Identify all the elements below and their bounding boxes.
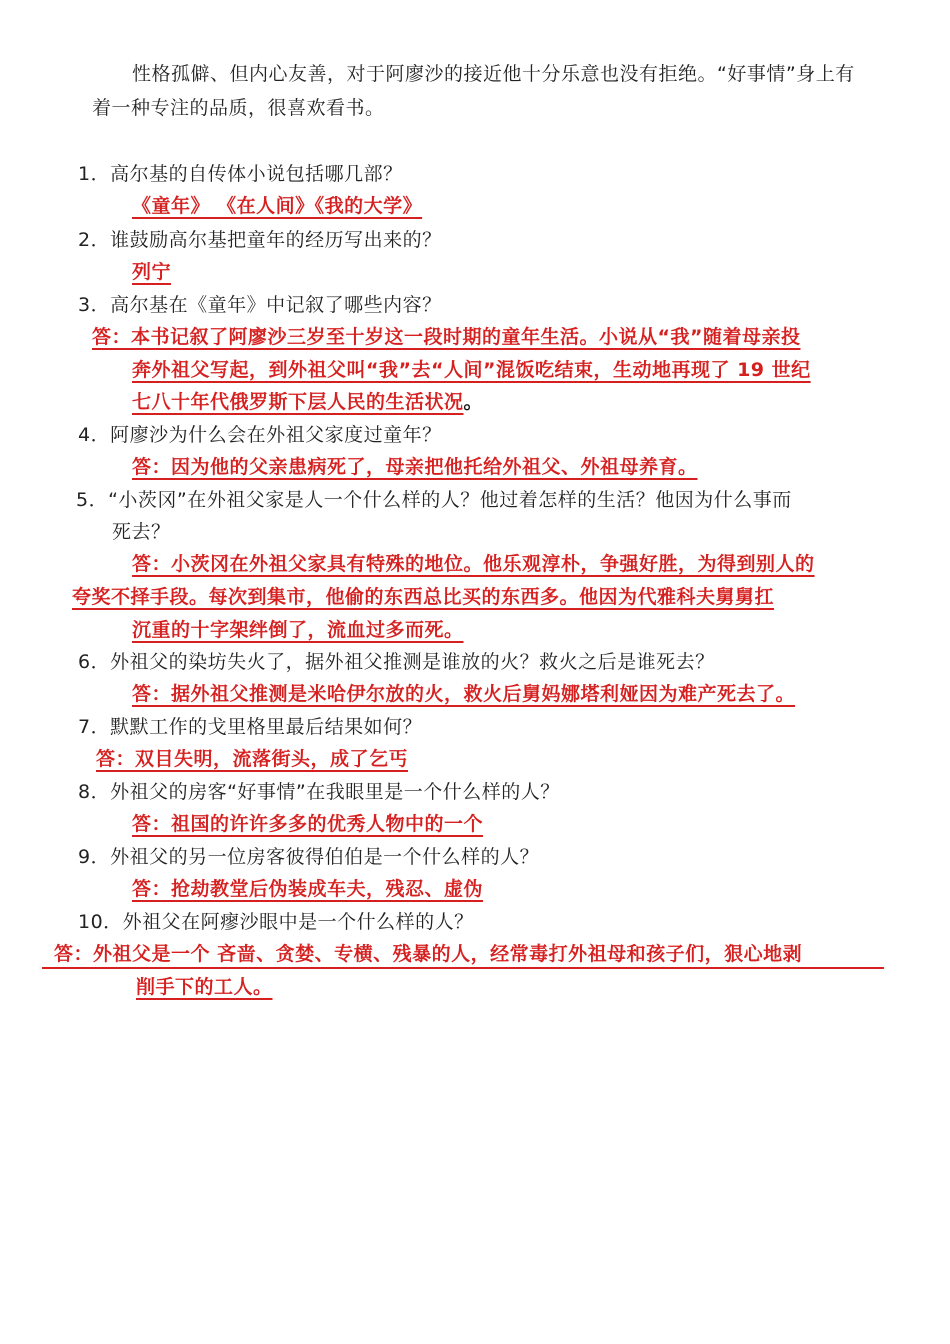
answer-3-period: 。 xyxy=(463,391,484,413)
answer-10-line-2: 削手下的工人。 xyxy=(136,976,273,998)
question-7: 7．默默工作的戈里格里最后结果如何？ xyxy=(78,716,423,738)
answer-5-line-3: 沉重的十字架绊倒了，流血过多而死。 xyxy=(132,619,464,641)
answer-4: 答：因为他的父亲患病死了，母亲把他托给外祖父、外祖母养育。 xyxy=(132,456,698,478)
question-5-line-1: 5．“小茨冈”在外祖父家是人一个什么样的人？他过着怎样的生活？他因为什么事而 xyxy=(76,489,792,511)
answer-5-line-1: 答：小茨冈在外祖父家具有特殊的地位。他乐观淳朴，争强好胜，为得到别人的 xyxy=(132,553,815,575)
answer-5-line-2: 夸奖不择手段。每次到集市，他偷的东西总比买的东西多。他因为代雅科夫舅舅扛 xyxy=(72,586,775,608)
answer-2: 列宁 xyxy=(132,261,172,283)
intro-line-2: 着一种专注的品质，很喜欢看书。 xyxy=(92,97,385,119)
question-5-line-2: 死去？ xyxy=(112,521,171,543)
answer-1: 《童年》 《在人间》《我的大学》 xyxy=(132,195,423,217)
answer-3-line-2: 奔外祖父写起，到外祖父叫“我”去“人间”混饭吃结束，生动地再现了 19 世纪 xyxy=(132,359,811,381)
question-4: 4．阿廖沙为什么会在外祖父家度过童年？ xyxy=(78,424,442,446)
question-6: 6．外祖父的染坊失火了，据外祖父推测是谁放的火？救火之后是谁死去？ xyxy=(78,651,715,673)
intro-line-1: 性格孤僻、但内心友善，对于阿廖沙的接近他十分乐意也没有拒绝。“好事情”身上有 xyxy=(132,63,855,85)
answer-3-line-3 xyxy=(132,388,483,416)
question-10: 10．外祖父在阿瘳沙眼中是一个什么样的人？ xyxy=(78,911,474,933)
question-1: 1．高尔基的自传体小说包括哪几部？ xyxy=(78,163,403,185)
question-9: 9．外祖父的另一位房客彼得伯伯是一个什么样的人？ xyxy=(78,846,540,868)
answer-9: 答：抢劫教堂后伪装成车夫，残忍、虚伪 xyxy=(132,878,484,900)
answer-10-line-1: 答：外祖父是一个 吝啬、贪婪、专横、残暴的人，经常毒打外祖母和孩子们，狠心地剥 xyxy=(54,943,803,965)
answer-10-underline xyxy=(42,967,884,969)
answer-8: 答：祖国的许许多多的优秀人物中的一个 xyxy=(132,813,484,835)
answer-3-line-1: 答：本书记叙了阿廖沙三岁至十岁这一段时期的童年生活。小说从“我”随着母亲投 xyxy=(92,326,801,348)
answer-7: 答：双目失明，流落街头，成了乞丐 xyxy=(96,748,409,770)
question-8: 8．外祖父的房客“好事情”在我眼里是一个什么样的人？ xyxy=(78,781,560,803)
question-2: 2．谁鼓励高尔基把童年的经历写出来的？ xyxy=(78,229,442,251)
question-3: 3．高尔基在《童年》中记叙了哪些内容？ xyxy=(78,294,442,316)
answer-6: 答：据外祖父推测是米哈伊尔放的火，救火后舅妈娜塔利娅因为难产死去了。 xyxy=(132,683,796,705)
answer-3-line-3-text: 七八十年代俄罗斯下层人民的生活状况 xyxy=(132,391,464,413)
